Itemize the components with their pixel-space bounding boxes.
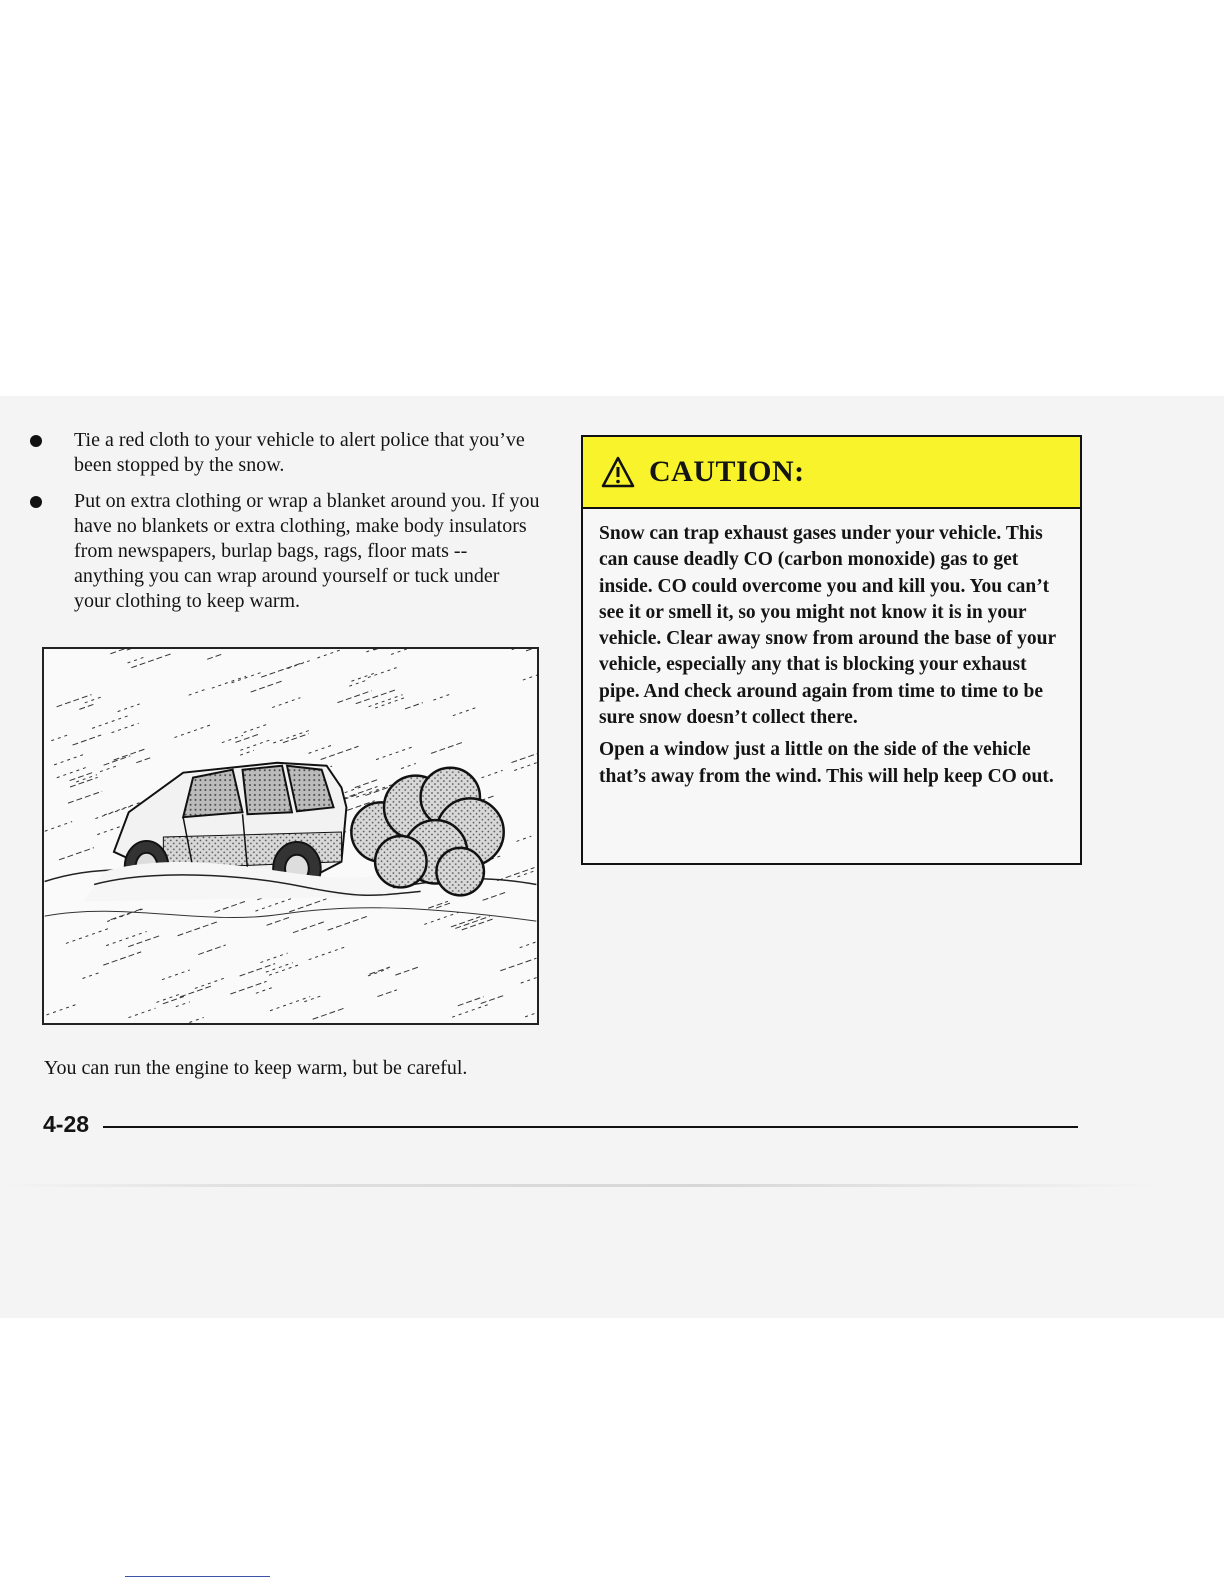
- snow-streak: [112, 723, 139, 732]
- snow-streak: [118, 704, 140, 712]
- snow-streak: [523, 667, 537, 680]
- snow-streak: [111, 909, 142, 920]
- list-item: [30, 428, 540, 478]
- snow-streak: [45, 822, 72, 832]
- snowbound-car-illustration: [42, 647, 539, 1025]
- snow-streak: [366, 649, 380, 652]
- snow-streak: [525, 1009, 537, 1017]
- snow-streak: [85, 696, 103, 702]
- snow-streak: [309, 745, 333, 754]
- snow-streak: [131, 653, 173, 668]
- snow-streak: [79, 704, 96, 710]
- snow-streak: [376, 747, 413, 760]
- footer-rule: [103, 1126, 1078, 1128]
- tip-text: Tie a red cloth to your vehicle to alert police that you’ve been stopped by the snow.: [74, 429, 525, 476]
- snow-streak: [83, 973, 99, 979]
- snow-streak: [451, 917, 480, 927]
- snow-streak: [261, 662, 304, 677]
- snow-streak: [162, 970, 190, 980]
- snow-streak: [106, 931, 146, 945]
- snow-streak: [235, 734, 258, 742]
- snow-streak: [521, 976, 537, 983]
- snow-streak: [433, 694, 452, 701]
- snow-streak: [103, 952, 141, 965]
- snow-streak: [341, 787, 377, 800]
- snow-streak: [497, 868, 534, 881]
- snow-streak: [368, 969, 388, 976]
- snow-streak: [526, 649, 537, 651]
- caution-title: CAUTION:: [649, 455, 805, 488]
- scan-artifact: [0, 1184, 1160, 1187]
- caution-header: [583, 437, 1080, 509]
- snow-streak: [516, 836, 531, 841]
- snow-streak: [369, 967, 390, 974]
- warning-triangle-icon: [601, 456, 635, 488]
- snow-streak: [240, 739, 271, 750]
- snow-streak: [128, 657, 144, 663]
- snow-streak: [251, 681, 282, 692]
- snow-streak: [104, 756, 131, 765]
- tips-list: [30, 428, 540, 625]
- snow-streak: [328, 916, 369, 930]
- snow-streak: [452, 1004, 488, 1017]
- snow-streak: [59, 848, 94, 860]
- snow-streak: [207, 654, 223, 659]
- snow-streak: [54, 754, 86, 765]
- snow-streak: [176, 1002, 190, 1007]
- bullet-icon: [30, 435, 42, 447]
- snow-streak: [273, 730, 310, 743]
- caution-paragraph: Open a window just a little on the side of the vehicle that’s away from the wind. This will help keep CO out.: [599, 739, 1054, 787]
- snow-streak: [189, 1017, 203, 1022]
- snow-streak: [317, 650, 340, 658]
- snow-streak: [345, 787, 361, 793]
- snow-streak: [483, 892, 507, 901]
- snow-streak: [70, 772, 94, 781]
- snow-streak: [73, 735, 102, 745]
- snow-streak: [267, 917, 291, 925]
- snow-streak: [309, 946, 348, 960]
- snow-streak: [128, 1008, 155, 1017]
- snow-streak: [270, 997, 310, 1011]
- caution-body: [583, 509, 1080, 790]
- snow-streak: [266, 963, 293, 972]
- snow-streak: [222, 735, 243, 742]
- car-in-snow-drawing: [44, 649, 537, 1023]
- snow-streak: [198, 945, 226, 955]
- snow-streak: [68, 791, 102, 803]
- snow-streak: [304, 996, 320, 1002]
- snow-streak: [395, 967, 419, 976]
- snow-streak: [272, 698, 300, 708]
- snow-streak: [368, 668, 397, 678]
- snow-streak: [100, 766, 117, 772]
- snow-streak: [76, 775, 97, 782]
- caution-paragraph: Snow can trap exhaust gases under your vehicle. This can cause deadly CO (carbon monoxide) gas to get inside. CO could overcome you and kill you. You can’t see it or smell it, so you might not know it is in your vehicle. Clear away snow from around the base of your vehicle, especially any that is blocking your exhaust pipe. And check around again from time to time to be sure snow doesn’t collect there.: [599, 523, 1056, 729]
- snow-streak: [356, 689, 397, 703]
- snow-streak: [92, 715, 130, 728]
- snow-streak: [180, 986, 213, 997]
- snow-streak: [511, 749, 537, 763]
- snow-streak: [520, 933, 537, 948]
- snow-streak: [163, 996, 184, 1003]
- snow-streak: [431, 742, 465, 754]
- snow-streak: [500, 958, 536, 971]
- snow-streak: [189, 689, 206, 695]
- snow-streak: [374, 649, 394, 650]
- snow-streak: [377, 990, 396, 997]
- snow-streak: [47, 1004, 79, 1015]
- snow-streak: [174, 725, 210, 738]
- snow-streak: [514, 761, 537, 770]
- snow-streak: [136, 758, 151, 763]
- page-number: 4-28: [43, 1111, 90, 1137]
- snow-streak: [405, 703, 423, 709]
- snow-streak: [424, 912, 458, 924]
- snow-streak: [244, 724, 269, 733]
- snow-streak: [214, 901, 244, 912]
- snow-streak: [212, 676, 246, 688]
- snow-streak: [293, 922, 324, 933]
- snow-streak: [481, 995, 506, 1004]
- snow-streak: [114, 749, 147, 761]
- snow-streak: [391, 649, 409, 654]
- snow-streak: [260, 953, 287, 962]
- tip-text: Put on extra clothing or wrap a blanket around you. If you have no blankets or extra clothing, make body insulators from newspapers, burlap bags, rags, floor mats -- anything you can wrap around yourself or tuck under your clothing to keep warm.: [74, 490, 540, 612]
- snow-streak: [57, 695, 92, 707]
- snow-streak: [401, 763, 416, 768]
- snow-streak: [156, 994, 180, 1003]
- bullet-icon: [30, 496, 42, 508]
- snow-streak: [232, 673, 261, 683]
- snow-streak: [351, 672, 377, 681]
- snow-streak: [240, 964, 275, 976]
- engine-caption: You can run the engine to keep warm, but be careful.: [44, 1057, 468, 1079]
- snow-streak: [51, 735, 68, 741]
- snow-streak: [256, 987, 275, 994]
- snow-streak: [481, 770, 502, 777]
- snow-streak: [128, 936, 159, 947]
- snow-streak: [97, 825, 123, 834]
- snow-streak: [66, 928, 109, 943]
- snow-streak: [230, 981, 266, 994]
- snow-streak: [453, 707, 477, 715]
- snow-streak: [240, 750, 254, 755]
- bottom-line-mark: [125, 1576, 270, 1577]
- snow-streak: [337, 691, 371, 703]
- list-item: [30, 489, 540, 614]
- snow-streak: [355, 780, 378, 788]
- snow-streak: [321, 746, 359, 759]
- snow-streak: [127, 649, 166, 650]
- caution-box: [581, 435, 1082, 865]
- snow-streak: [178, 922, 217, 936]
- snow-streak: [255, 898, 292, 911]
- snow-streak: [458, 997, 484, 1006]
- snow-streak: [313, 1008, 346, 1019]
